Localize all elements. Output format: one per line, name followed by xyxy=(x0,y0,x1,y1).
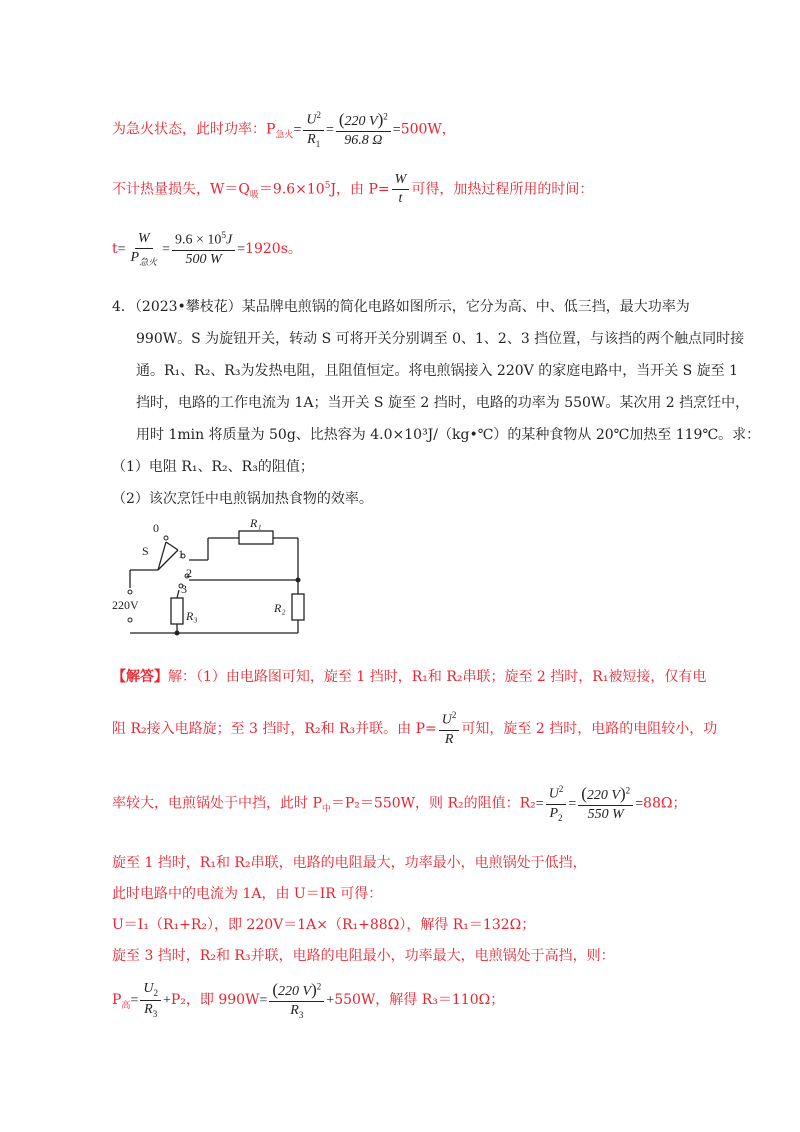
top-line-2: 不计热量损失，$W=Q_吸=9.6\times 10^5J$，由 P= $\frac{W}{t}$ 可得，加热过程所用的时间： xyxy=(112,172,594,207)
subscript: 急火 xyxy=(275,130,294,141)
resistor-r2 xyxy=(292,594,304,620)
circuit-diagram xyxy=(108,510,318,645)
fraction: $\frac{(220 V)^2}{R_3}$ xyxy=(269,980,324,1020)
problem-line-2: 990W。S 为旋钮开关，转动 S 可将开关分别调至 0、1、2、3 挡位置，与该挡的两个触点同时接 xyxy=(136,331,745,347)
problem-line-3: 通。R₁、R₂、R₃为发热电阻，且阻值恒定。将电煎锅接入 220V 的家庭电路中，当开关 S 旋至 1 xyxy=(136,363,739,379)
label-voltage: 220V xyxy=(112,598,139,612)
resistor-r1 xyxy=(239,531,273,544)
answer-tag: 【解答】 xyxy=(112,669,168,685)
answer-line-3: 率较大，电煎锅处于中挡，此时 $P_中=P_2=550W$，则 R₂的阻值：R₂= $\frac{U^2}{P_2}$ = $\frac{(220 V)^2}{550 W}$ =88Ω； xyxy=(112,784,687,823)
problem-line-5: 用时 1min 将质量为 50g、比热容为 4.0×10³J/（kg•℃）的某种食物从 20℃加热至 119℃。求： xyxy=(136,427,761,443)
top-line-3: t= $\frac{W}{P_{急火}}$ = $\frac{9.6 \times 10^5J}{500 W}$ =1920s。 xyxy=(112,230,302,267)
answer-line-7: 旋至 3 挡时，R₂和 R₃并联，电路的电阻最小，功率最大，电煎锅处于高挡，则： xyxy=(112,948,615,964)
label-terminal-0: 0 xyxy=(153,521,159,535)
fraction: $\frac{U^2}{R}$ xyxy=(439,710,460,748)
text-run: 为急火状态，此时功率：P xyxy=(112,121,276,138)
problem-line-1: 4．（2023•攀枝花）某品牌电煎锅的简化电路如图所示，它分为高、中、低三挡，最大功率为 xyxy=(112,299,690,315)
label-r1: R₁ xyxy=(250,516,262,530)
answer-line-8: $P_高=$ $\frac{U_2}{R_3}$ +P₂，即 990W= $\frac{(220 V)^2}{R_3}$ +550W，解得 R₃＝110Ω； xyxy=(112,980,505,1020)
answer-line-2: 阻 R₂接入电路旋；至 3 挡时，R₂和 R₃并联。由 P= $\frac{U^2}{R}$ 可知，旋至 2 挡时，电路的电阻较小，功 xyxy=(112,710,718,747)
label-terminal-2: 2 xyxy=(186,566,192,580)
answer-line-6: U＝I₁（R₁+R₂），即 220V＝1A×（R₁+88Ω），解得 R₁＝132Ω； xyxy=(112,917,536,933)
top-line-1: 为急火状态，此时功率：$P_{急火}=$ $\frac{U^2}{R_1}$ = $\frac{(220 V)^2}{96.8 \Omega}$ =500W， xyxy=(112,110,456,149)
answer-line-5: 此时电路中的电流为 1A，由 U＝IR 可得： xyxy=(112,886,383,902)
fraction: $\frac{9.6 \times 10^5J}{500 W}$ xyxy=(172,230,235,268)
problem-line-4: 挡时，电路的工作电流为 1A；当开关 S 旋至 2 挡时，电路的功率为 550W。某次用 2 挡烹饪中， xyxy=(136,395,750,411)
label-r3: R₃ xyxy=(186,609,198,623)
answer-line-4: 旋至 1 挡时，R₁和 R₂串联，电路的电阻最大，功率最小，电煎锅处于低挡， xyxy=(112,855,587,871)
label-switch: S xyxy=(142,544,149,558)
problem-number: 4． xyxy=(112,299,135,315)
label-terminal-1: 1 xyxy=(178,547,184,561)
fraction: $\frac{U_2}{R_3}$ xyxy=(140,981,161,1018)
resistor-r3 xyxy=(171,598,183,624)
fraction: $\frac{U^2}{R_1}$ xyxy=(303,110,324,149)
answer-line-1: 【解答】解：（1）由电路图可知，旋至 1 挡时，R₁和 R₂串联；旋至 2 挡时，R₁被短接，仅有电 xyxy=(112,669,707,685)
fraction: $\frac{U^2}{P_2}$ xyxy=(546,784,567,823)
question-2: （2）该次烹饪中电煎锅加热食物的效率。 xyxy=(112,491,373,507)
text-run: 500W， xyxy=(400,121,456,138)
question-1: （1）电阻 R₁、R₂、R₃的阻值； xyxy=(112,459,314,475)
label-r2: R₂ xyxy=(274,601,286,615)
fraction: $\frac{W}{t}$ xyxy=(392,172,410,207)
label-terminal-3: 3 xyxy=(181,582,187,596)
fraction: $\frac{(220 V)^2}{550 W}$ xyxy=(578,784,633,823)
fraction: $\frac{(220 V)^2}{96.8 \Omega}$ xyxy=(336,110,391,149)
fraction: $\frac{W}{P_{急火}}$ xyxy=(130,230,158,267)
